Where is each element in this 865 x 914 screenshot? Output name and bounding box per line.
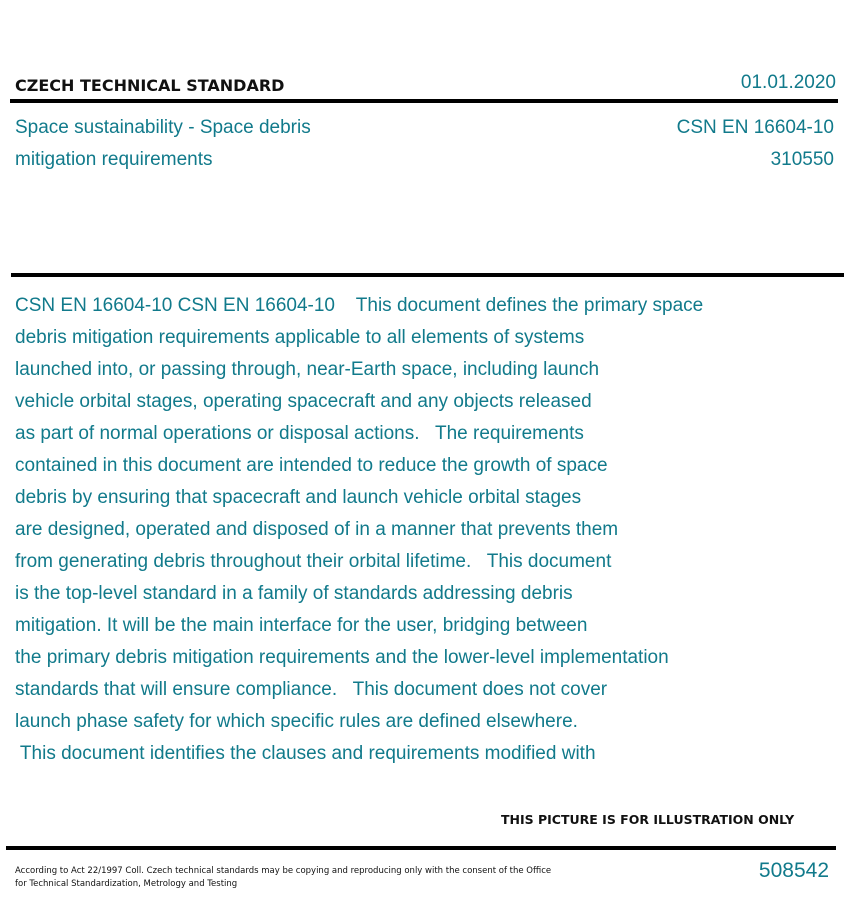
abstract-line: are designed, operated and disposed of in a manner that prevents them: [15, 519, 619, 540]
legal-notice-line: for Technical Standardization, Metrology and Testing: [15, 879, 238, 889]
abstract-line: This document identifies the clauses and requirements modified with: [15, 743, 596, 764]
illustration-disclaimer: THIS PICTURE IS FOR ILLUSTRATION ONLY: [501, 812, 795, 827]
abstract-line: the primary debris mitigation requirements and the lower-level implementation: [15, 647, 669, 668]
abstract-line: as part of normal operations or disposal actions. The requirements: [15, 423, 584, 444]
abstract-text: [15, 290, 815, 770]
title-divider: [11, 273, 844, 277]
standard-title-line-1: Space sustainability - Space debris: [15, 117, 311, 138]
legal-notice-line: According to Act 22/1997 Coll. Czech technical standards may be copying and reproducing only with the consent of the Office: [15, 866, 552, 876]
header-divider: [10, 99, 838, 103]
abstract-line: launch phase safety for which specific rules are defined elsewhere.: [15, 711, 578, 732]
standard-number: CSN EN 16604-10: [676, 117, 834, 138]
abstract-line: mitigation. It will be the main interface for the user, bridging between: [15, 615, 588, 636]
publication-date: 01.01.2020: [740, 72, 836, 93]
legal-notice: [15, 865, 615, 891]
abstract-line: vehicle orbital stages, operating spacecraft and any objects released: [15, 391, 592, 412]
abstract-line: standards that will ensure compliance. This document does not cover: [15, 679, 608, 700]
document-id: 508542: [758, 859, 829, 882]
abstract-line: debris by ensuring that spacecraft and launch vehicle orbital stages: [15, 487, 582, 508]
abstract-line: CSN EN 16604-10 CSN EN 16604-10 This document defines the primary space: [15, 295, 704, 316]
document-type-label: CZECH TECHNICAL STANDARD: [15, 76, 285, 95]
footer-divider: [6, 846, 836, 850]
classification-number: 310550: [770, 149, 834, 170]
abstract-line: launched into, or passing through, near-Earth space, including launch: [15, 359, 600, 380]
abstract-line: from generating debris throughout their orbital lifetime. This document: [15, 551, 612, 572]
abstract-line: is the top-level standard in a family of standards addressing debris: [15, 583, 573, 604]
abstract-line: debris mitigation requirements applicable to all elements of systems: [15, 327, 585, 348]
standard-title-line-2: mitigation requirements: [15, 149, 213, 170]
abstract-line: contained in this document are intended to reduce the growth of space: [15, 455, 608, 476]
